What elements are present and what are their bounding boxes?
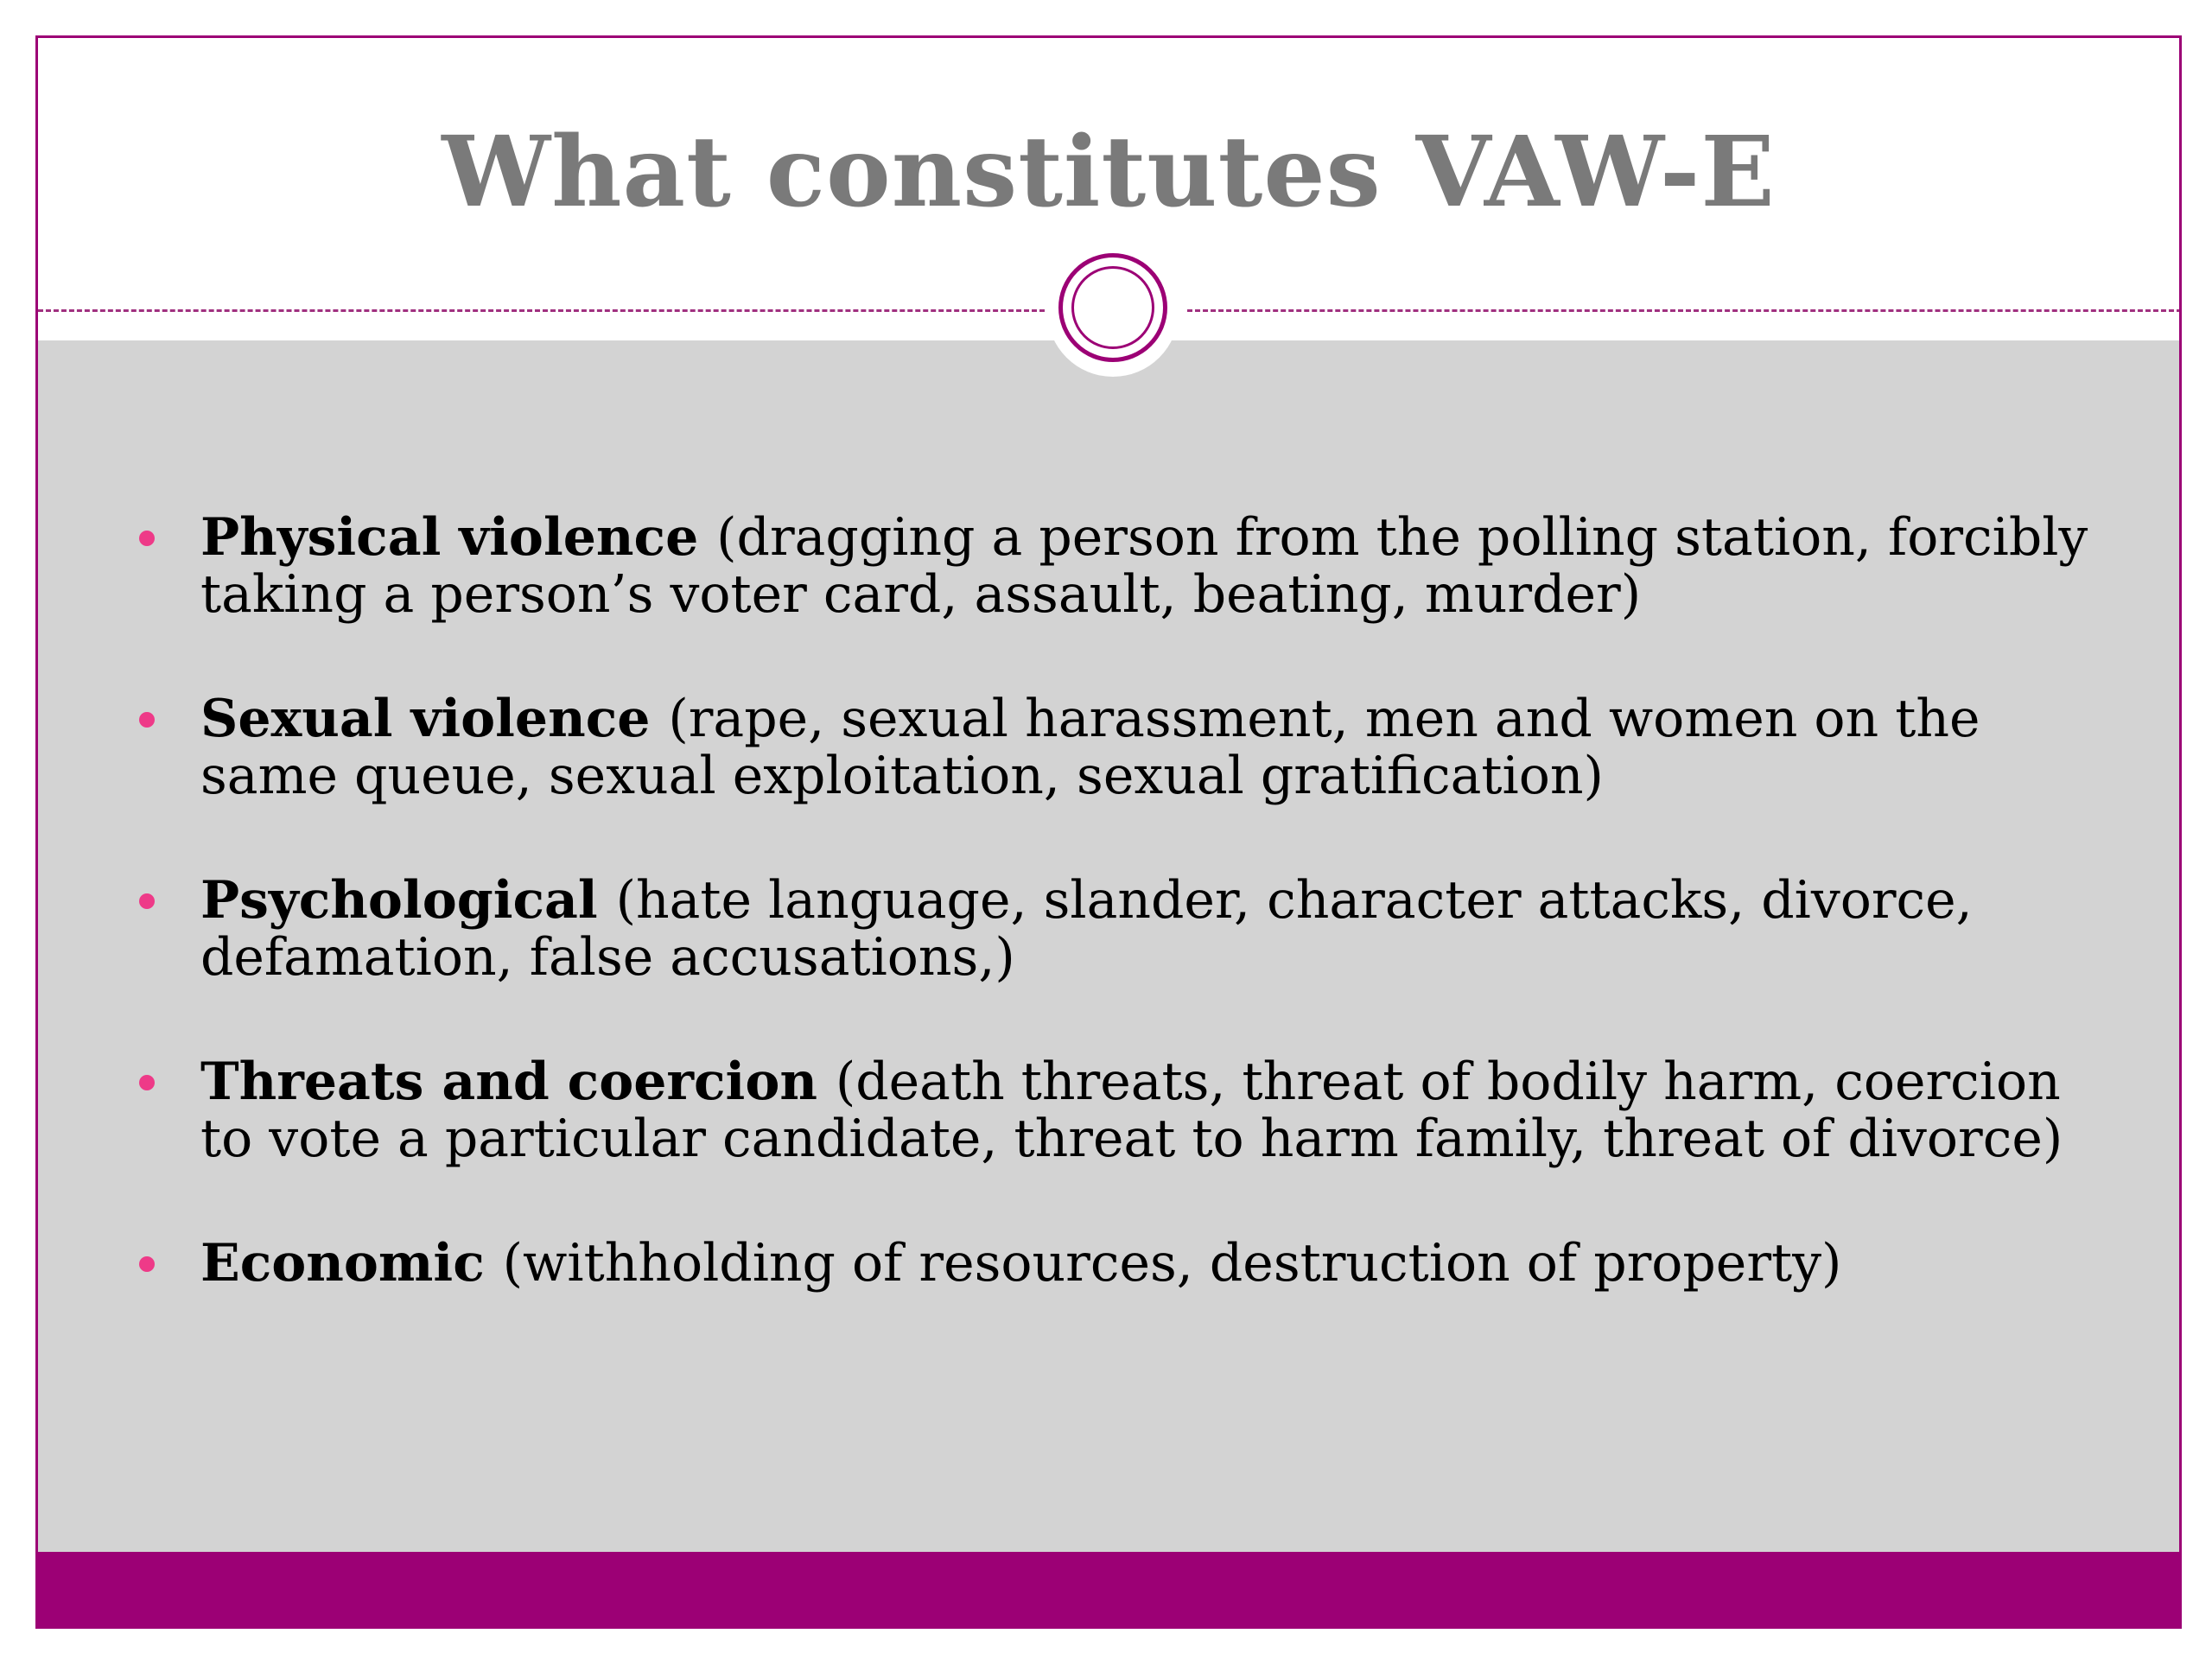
bullet-detail: (hate language, slander, character attacks, divorce, defamation, false accusations,) xyxy=(200,870,1973,988)
bullet-term: Sexual violence xyxy=(200,689,669,749)
ring-ornament-icon xyxy=(1058,253,1167,362)
bullet-item xyxy=(112,872,2126,986)
inner-ring xyxy=(1071,266,1154,349)
bullet-detail: (withholding of resources, destruction of property) xyxy=(502,1233,1842,1294)
bullet-term: Physical violence xyxy=(200,507,717,568)
bullet-item xyxy=(112,1053,2126,1167)
bullet-detail: (rape, sexual harassment, men and women on the same queue, sexual exploitation, sexual gratification) xyxy=(200,689,1980,806)
bullet-item xyxy=(112,690,2126,804)
bullet-dot-icon xyxy=(139,893,155,909)
bullet-item xyxy=(112,1235,2126,1292)
bullet-list xyxy=(112,509,2126,1359)
bullet-term: Psychological xyxy=(200,870,616,931)
bullet-dot-icon xyxy=(139,1256,155,1272)
title-divider-left xyxy=(38,309,1045,312)
bullet-item xyxy=(112,509,2126,623)
bullet-detail: (dragging a person from the polling station, forcibly taking a person’s voter card, assault, beating, murder) xyxy=(200,507,2088,625)
slide-title: What constitutes VAW-E xyxy=(442,116,1776,229)
bullet-detail: (death threats, threat of bodily harm, coercion to vote a particular candidate, threat to harm family, threat of divorce) xyxy=(200,1052,2063,1169)
slide xyxy=(35,35,2182,1629)
bullet-dot-icon xyxy=(139,712,155,728)
bullet-term: Threats and coercion xyxy=(200,1052,836,1112)
bullet-dot-icon xyxy=(139,1075,155,1090)
title-divider-right xyxy=(1187,309,2182,312)
bullet-term: Economic xyxy=(200,1233,503,1294)
footer-bar xyxy=(38,1552,2179,1626)
bullet-dot-icon xyxy=(139,531,155,546)
